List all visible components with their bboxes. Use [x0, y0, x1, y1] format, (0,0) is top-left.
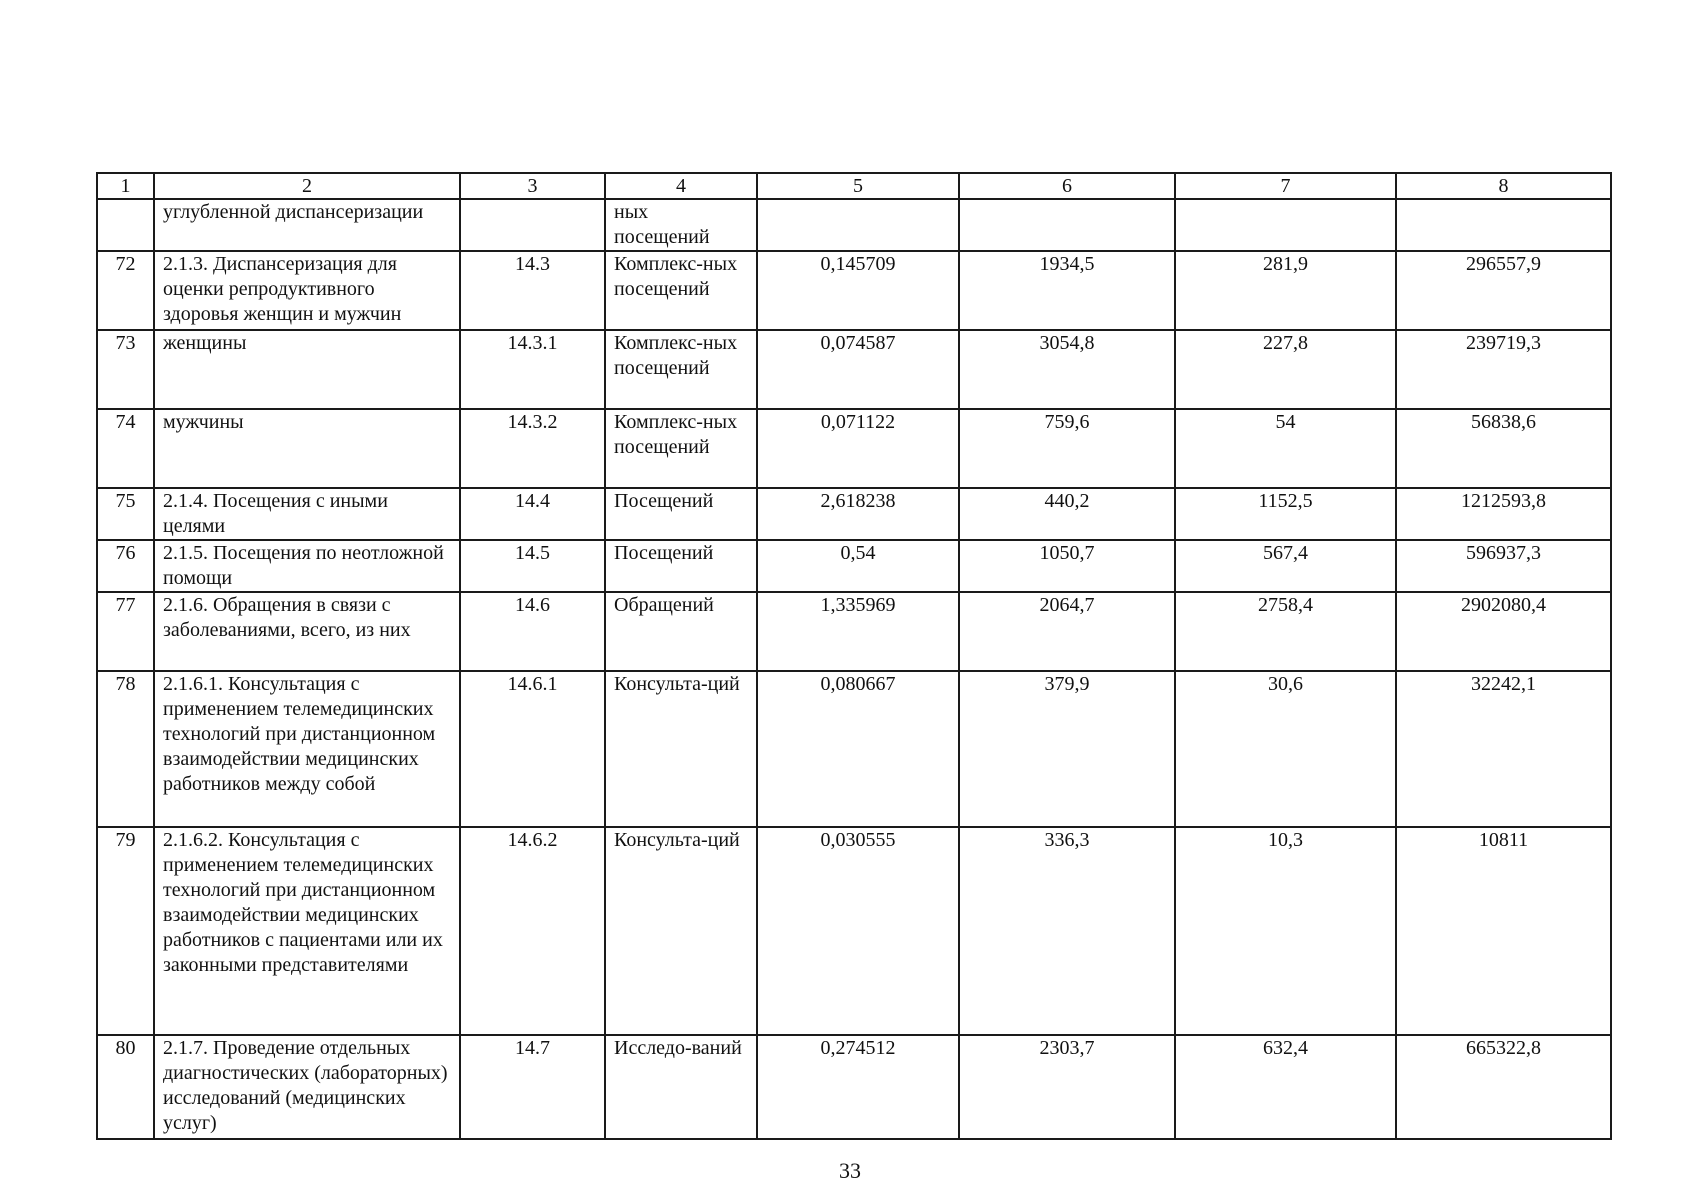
- indicator-name: 2.1.6.2. Консультация с применением телемедицинских технологий при дистанционном взаимодействии медицинских работников с пациентами или их законными представителями: [154, 827, 460, 1035]
- column-header: 5: [757, 173, 959, 199]
- indicator-code: 14.6: [460, 592, 605, 671]
- unit-of-measure: Комплекс-ных посещений: [605, 330, 757, 409]
- table-row: [97, 409, 1611, 488]
- value-col-6: 1934,5: [959, 251, 1175, 330]
- indicator-name: 2.1.4. Посещения с иными целями: [154, 488, 460, 540]
- value-col-5: 0,145709: [757, 251, 959, 330]
- unit-of-measure: ных посещений: [605, 199, 757, 251]
- indicator-code: 14.7: [460, 1035, 605, 1139]
- value-col-5: 0,080667: [757, 671, 959, 827]
- value-col-7: [1175, 199, 1396, 251]
- value-col-5: [757, 199, 959, 251]
- value-col-7: 2758,4: [1175, 592, 1396, 671]
- value-col-6: 440,2: [959, 488, 1175, 540]
- indicator-code: 14.6.2: [460, 827, 605, 1035]
- unit-of-measure: Консульта-ций: [605, 827, 757, 1035]
- indicator-name: 2.1.5. Посещения по неотложной помощи: [154, 540, 460, 592]
- table-row: [97, 330, 1611, 409]
- value-col-8: 596937,3: [1396, 540, 1611, 592]
- indicator-code: 14.3.1: [460, 330, 605, 409]
- value-col-5: 2,618238: [757, 488, 959, 540]
- indicator-code: 14.4: [460, 488, 605, 540]
- value-col-7: 567,4: [1175, 540, 1396, 592]
- indicator-name: 2.1.6. Обращения в связи с заболеваниями, всего, из них: [154, 592, 460, 671]
- value-col-7: 227,8: [1175, 330, 1396, 409]
- value-col-8: 56838,6: [1396, 409, 1611, 488]
- value-col-8: 239719,3: [1396, 330, 1611, 409]
- row-number: 74: [97, 409, 154, 488]
- indicator-name: мужчины: [154, 409, 460, 488]
- value-col-8: 665322,8: [1396, 1035, 1611, 1139]
- value-col-7: 281,9: [1175, 251, 1396, 330]
- row-number: 78: [97, 671, 154, 827]
- table-row: [97, 488, 1611, 540]
- value-col-8: 296557,9: [1396, 251, 1611, 330]
- row-number: 72: [97, 251, 154, 330]
- value-col-6: 759,6: [959, 409, 1175, 488]
- row-number: 79: [97, 827, 154, 1035]
- value-col-5: 0,071122: [757, 409, 959, 488]
- column-header: 6: [959, 173, 1175, 199]
- column-header: 4: [605, 173, 757, 199]
- unit-of-measure: Комплекс-ных посещений: [605, 251, 757, 330]
- indicator-name: 2.1.7. Проведение отдельных диагностических (лабораторных) исследований (медицинских услуг): [154, 1035, 460, 1139]
- column-header: 8: [1396, 173, 1611, 199]
- value-col-5: 0,074587: [757, 330, 959, 409]
- unit-of-measure: Посещений: [605, 540, 757, 592]
- row-number: 75: [97, 488, 154, 540]
- value-col-6: 3054,8: [959, 330, 1175, 409]
- header-row: [97, 173, 1611, 199]
- value-col-8: 10811: [1396, 827, 1611, 1035]
- column-header: 2: [154, 173, 460, 199]
- value-col-7: 54: [1175, 409, 1396, 488]
- table-row: [97, 1035, 1611, 1139]
- unit-of-measure: Исследо-ваний: [605, 1035, 757, 1139]
- row-number: 73: [97, 330, 154, 409]
- table-row: [97, 199, 1611, 251]
- value-col-8: 2902080,4: [1396, 592, 1611, 671]
- value-col-6: [959, 199, 1175, 251]
- value-col-6: 2064,7: [959, 592, 1175, 671]
- table-row: [97, 592, 1611, 671]
- value-col-7: 30,6: [1175, 671, 1396, 827]
- value-col-6: 379,9: [959, 671, 1175, 827]
- indicator-code: [460, 199, 605, 251]
- table-row: [97, 251, 1611, 330]
- value-col-6: 1050,7: [959, 540, 1175, 592]
- column-header: 1: [97, 173, 154, 199]
- unit-of-measure: Комплекс-ных посещений: [605, 409, 757, 488]
- indicator-code: 14.6.1: [460, 671, 605, 827]
- value-col-7: 1152,5: [1175, 488, 1396, 540]
- value-col-7: 632,4: [1175, 1035, 1396, 1139]
- page-number: 33: [839, 1158, 861, 1183]
- value-col-6: 336,3: [959, 827, 1175, 1035]
- unit-of-measure: Посещений: [605, 488, 757, 540]
- row-number: 77: [97, 592, 154, 671]
- indicator-name: 2.1.3. Диспансеризация для оценки репродуктивного здоровья женщин и мужчин: [154, 251, 460, 330]
- value-col-7: 10,3: [1175, 827, 1396, 1035]
- indicator-name: 2.1.6.1. Консультация с применением телемедицинских технологий при дистанционном взаимодействии медицинских работников между собой: [154, 671, 460, 827]
- row-number: 76: [97, 540, 154, 592]
- table-row: [97, 540, 1611, 592]
- value-col-5: 0,274512: [757, 1035, 959, 1139]
- indicator-code: 14.5: [460, 540, 605, 592]
- value-col-5: 1,335969: [757, 592, 959, 671]
- column-header: 7: [1175, 173, 1396, 199]
- value-col-5: 0,030555: [757, 827, 959, 1035]
- indicator-name: женщины: [154, 330, 460, 409]
- value-col-8: 1212593,8: [1396, 488, 1611, 540]
- indicator-name: углубленной диспансеризации: [154, 199, 460, 251]
- value-col-6: 2303,7: [959, 1035, 1175, 1139]
- column-header: 3: [460, 173, 605, 199]
- indicator-code: 14.3.2: [460, 409, 605, 488]
- indicator-code: 14.3: [460, 251, 605, 330]
- row-number: 80: [97, 1035, 154, 1139]
- data-table: [96, 172, 1612, 1140]
- table-row: [97, 827, 1611, 1035]
- table-row: [97, 671, 1611, 827]
- unit-of-measure: Обращений: [605, 592, 757, 671]
- value-col-8: [1396, 199, 1611, 251]
- row-number: [97, 199, 154, 251]
- unit-of-measure: Консульта-ций: [605, 671, 757, 827]
- value-col-5: 0,54: [757, 540, 959, 592]
- value-col-8: 32242,1: [1396, 671, 1611, 827]
